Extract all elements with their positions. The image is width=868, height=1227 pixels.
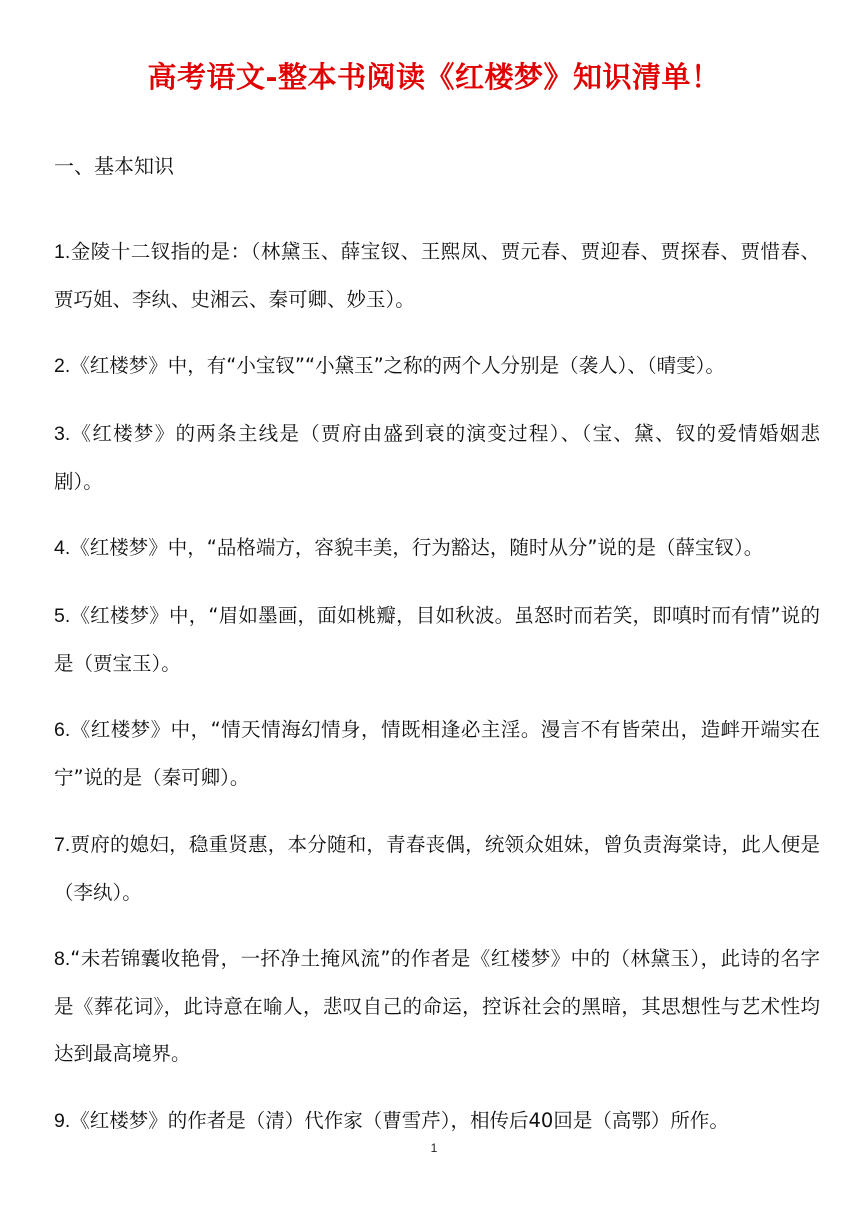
item-number: 4. — [54, 537, 71, 559]
list-item — [54, 706, 820, 801]
document-title: 高考语文-整本书阅读《红楼梦》知识清单！ — [147, 60, 721, 94]
list-item — [54, 1097, 820, 1145]
item-number: 3. — [54, 422, 71, 445]
item-text: “未若锦囊收艳骨，一抔净土掩风流”的作者是《红楼梦》中的（林黛玉），此诗的名字是《葬花词》，此诗意在喻人，悲叹自己的命运，控诉社会的黑暗，其思想性与艺术性均达到最高境界。 — [54, 947, 820, 1065]
item-text: 《红楼梦》中，有“小宝钗”“小黛玉”之称的两个人分别是（袭人）、（晴雯）。 — [70, 354, 725, 377]
knowledge-list — [54, 208, 820, 1156]
item-number: 8. — [54, 948, 71, 970]
item-text: 《红楼梦》中，“情天情海幻情身，情既相逢必主淫。漫言不有皆荣出，造衅开端实在宁”说的是（秦可卿）。 — [54, 718, 820, 789]
item-number: 5. — [54, 604, 71, 627]
item-text: 《红楼梦》中，“品格端方，容貌丰美，行为豁达，随时从分”说的是（薛宝钗）。 — [70, 536, 764, 559]
list-item — [54, 592, 820, 687]
item-text: 贾府的媳妇，稳重贤惠，本分随和，青春丧偶，统领众姐妹，曾负责海棠诗，此人便是（李纨）。 — [54, 832, 820, 904]
list-item — [54, 821, 820, 916]
item-number: 1. — [54, 240, 71, 263]
list-item — [54, 524, 820, 572]
list-item — [54, 342, 820, 390]
item-text: 《红楼梦》的作者是（清）代作家（曹雪芹），相传后40回是（高鄂）所作。 — [70, 1108, 729, 1132]
item-number: 6. — [54, 719, 71, 741]
item-text: 金陵十二钗指的是：（林黛玉、薛宝钗、王熙凤、贾元春、贾迎春、贾探春、贾惜春、贾巧姐、李纨、史湘云、秦可卿、妙玉）。 — [54, 239, 820, 311]
item-number: 7. — [54, 833, 71, 856]
item-text: 《红楼梦》的两条主线是（贾府由盛到衰的演变过程）、（宝、黛、钗的爱情婚姻悲剧）。 — [54, 421, 820, 493]
page-number: 1 — [430, 1141, 438, 1155]
list-item — [54, 935, 820, 1077]
item-number: 9. — [54, 1109, 71, 1132]
list-item — [54, 410, 820, 505]
section-heading: 一、基本知识 — [54, 154, 174, 178]
list-item — [54, 228, 820, 323]
item-text: 《红楼梦》中，“眉如墨画，面如桃瓣，目如秋波。虽怒时而若笑，即嗔时而有情”说的是（贾宝玉）。 — [54, 603, 820, 675]
item-number: 2. — [54, 355, 71, 377]
